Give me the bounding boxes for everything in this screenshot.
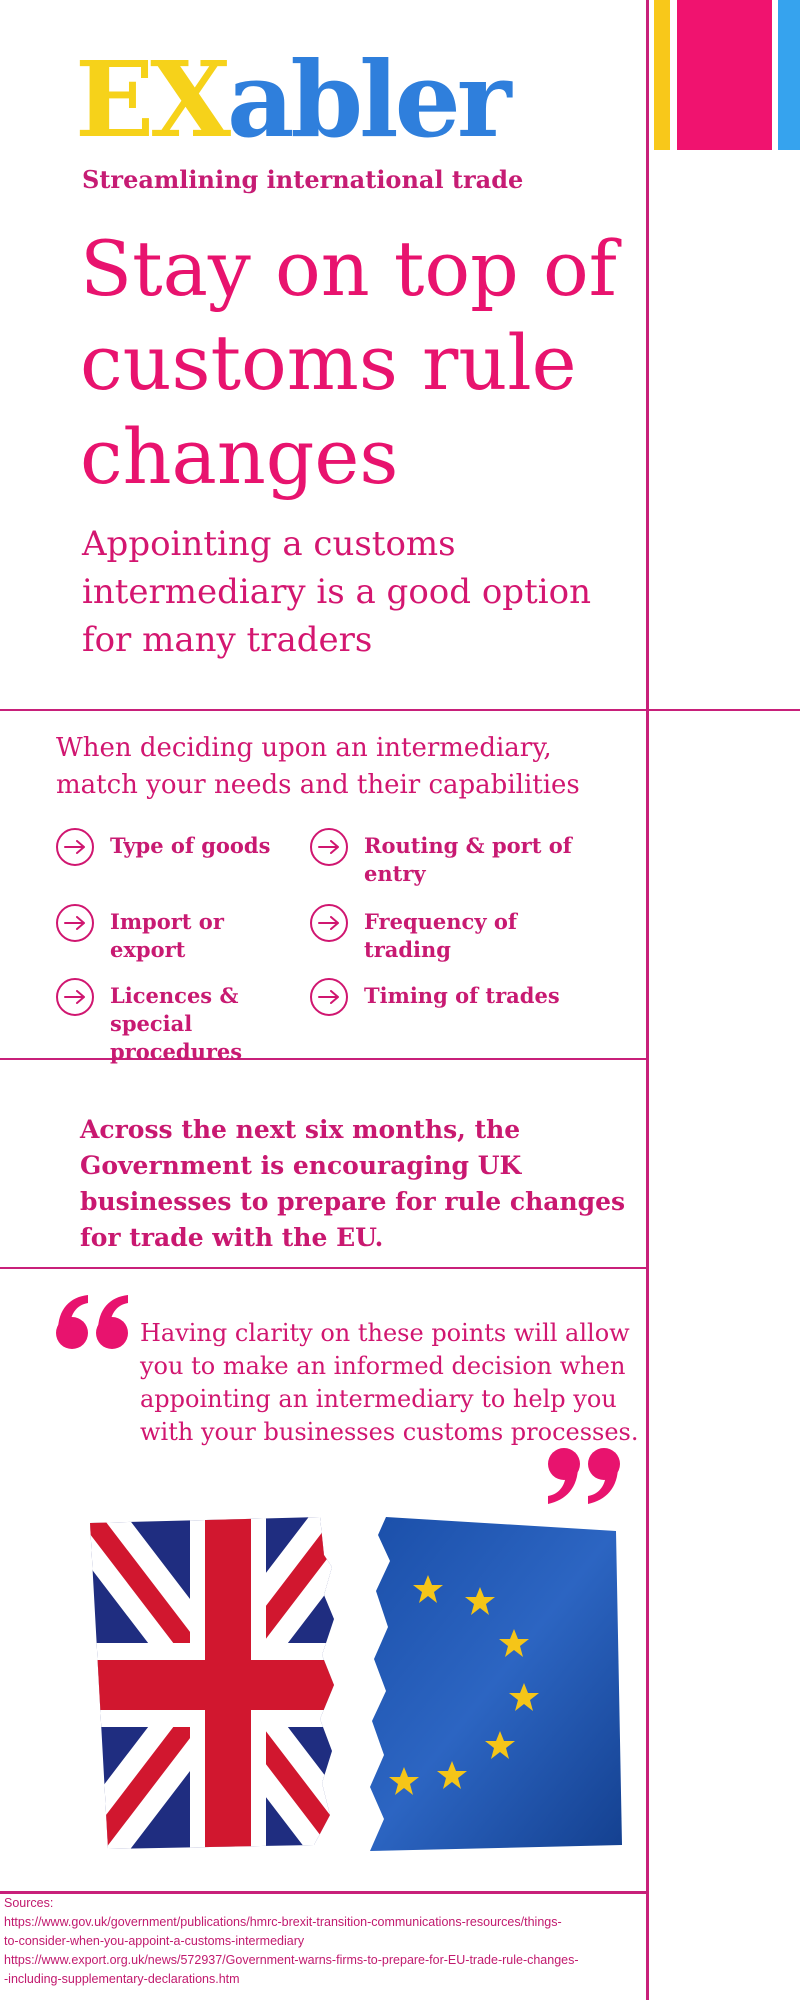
source-link[interactable]: to-consider-when-you-appoint-a-customs-intermediary — [4, 1934, 305, 1948]
criteria-label: Frequency of trading — [364, 909, 517, 962]
decorative-blue-bar — [778, 0, 800, 150]
criteria-item — [56, 908, 296, 964]
decorative-yellow-bar — [654, 0, 670, 150]
criteria-label: Import or export — [110, 909, 224, 962]
section-divider — [0, 1267, 646, 1269]
arrow-right-circle-icon — [310, 828, 348, 866]
arrow-right-circle-icon — [56, 904, 94, 942]
criteria-item — [310, 832, 610, 888]
vertical-divider — [646, 0, 649, 2000]
sources-label: Sources: — [4, 1896, 54, 1910]
page-title: Stay on top of customs rule changes — [80, 224, 617, 501]
arrow-right-circle-icon — [56, 978, 94, 1016]
arrow-right-circle-icon — [310, 904, 348, 942]
government-statement: Across the next six months, the Government is encouraging UK businesses to prepare for rule changes for trade with the EU. — [80, 1115, 626, 1252]
source-link[interactable]: -including-supplementary-declarations.htm — [4, 1972, 240, 1986]
torn-uk-eu-flags-illustration — [88, 1515, 628, 1855]
section-divider — [0, 709, 800, 711]
source-link[interactable]: https://www.export.org.uk/news/572937/Government-warns-firms-to-prepare-for-EU-trade-rule-changes- — [4, 1953, 579, 1967]
logo-ex: EX — [75, 38, 227, 161]
arrow-right-circle-icon — [56, 828, 94, 866]
criteria-intro: When deciding upon an intermediary, match your needs and their capabilities — [56, 733, 580, 800]
logo-abler: abler — [226, 38, 508, 161]
arrow-right-circle-icon — [310, 978, 348, 1016]
criteria-label: Type of goods — [110, 833, 271, 858]
open-quote-icon — [54, 1293, 134, 1353]
decorative-pink-bar — [677, 0, 772, 150]
sources — [4, 1894, 640, 1989]
criteria-item — [310, 982, 610, 1016]
quote-text: Having clarity on these points will allow you to make an informed decision when appointing an intermediary to help you with your businesses customs processes. — [140, 1319, 639, 1446]
criteria-item — [310, 908, 610, 964]
subheadline: Appointing a customs intermediary is a good option for many traders — [82, 524, 591, 660]
close-quote-icon — [542, 1444, 626, 1506]
criteria-item — [56, 982, 296, 1066]
source-link[interactable]: https://www.gov.uk/government/publications/hmrc-brexit-transition-communications-resources/things- — [4, 1915, 562, 1929]
criteria-label: Timing of trades — [364, 983, 560, 1008]
criteria-item — [56, 832, 296, 866]
exabler-logo — [75, 38, 508, 161]
criteria-label: Licences & special procedures — [110, 983, 243, 1064]
tagline: Streamlining international trade — [82, 165, 524, 194]
criteria-label: Routing & port of entry — [364, 833, 572, 886]
